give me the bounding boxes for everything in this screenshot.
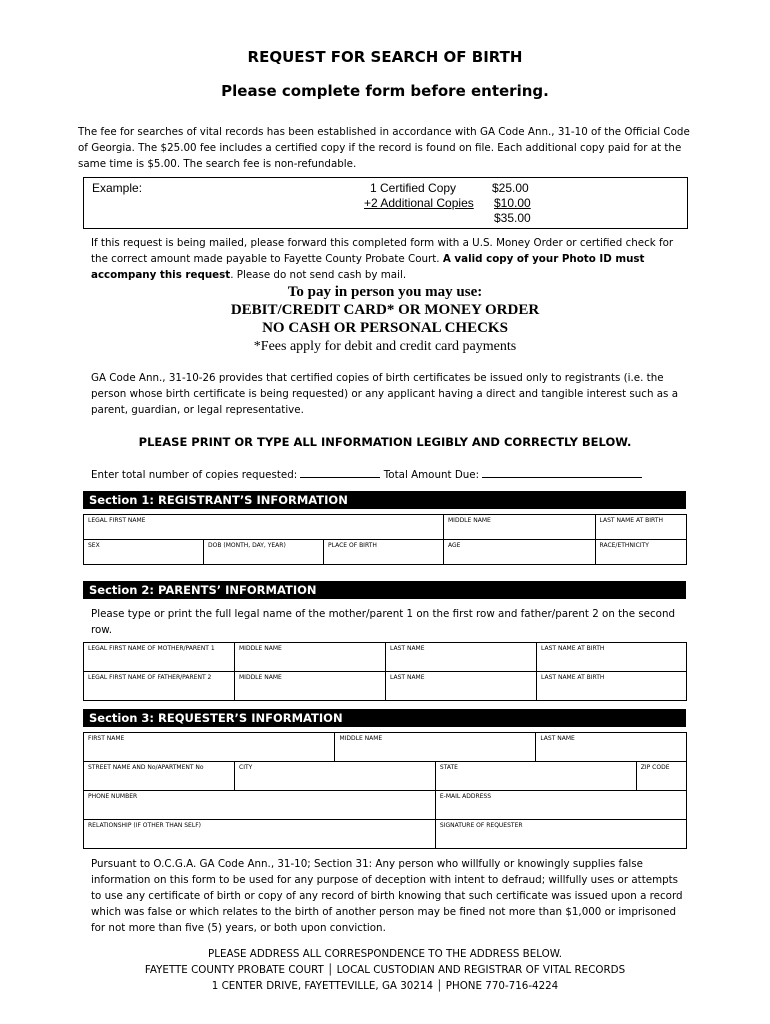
field-label: FIRST NAME [88,735,125,742]
footer-court: FAYETTE COUNTY PROBATE COURT │ LOCAL CUSTODIAN AND REGISTRAR OF VITAL RECORDS [144,964,626,976]
copies-line [91,467,691,483]
footer-address: 1 CENTER DRIVE, FAYETTEVILLE, GA 30214 │ PHONE 770-716-4224 [211,980,559,992]
penalty-paragraph: Pursuant to O.C.G.A. GA Code Ann., 31-10; Section 31: Any person who willfully or knowingly supplies false information on this form to be used for any purpose of deception with intent to defraud; willfully uses or attempts to use any certificate of birth or copy of any record of birth knowing that such certificate was issued upon a record which was false or which relates to the birth of another person may be fined not more than $1,000 or imprisoned for not more than five (5) years, or both upon conviction. [91,858,683,934]
card-fee-notice: *Fees apply for debit and credit card payments [253,339,517,354]
section1-header: Section 1: REGISTRANT’S INFORMATION [83,491,686,509]
example-line1-desc: 1 Certified Copy [370,181,457,195]
father-last-name-field[interactable] [386,672,537,701]
field-label: MIDDLE NAME [339,735,383,742]
code-paragraph: GA Code Ann., 31-10-26 provides that certified copies of birth certificates be issued only to registrants (i.e. the person whose birth certificate is being requested) or any applicant having a direct and tangible interest such as a parent, guardian, or legal representative. [91,372,678,416]
field-label: E-MAIL ADDRESS [439,793,492,800]
field-label: PHONE NUMBER [88,793,138,800]
requester-city-field[interactable] [235,762,436,791]
requester-middle-name-field[interactable] [335,733,536,762]
photo-id-notice: A valid copy of your Photo ID must accompany this request [91,253,645,281]
registrant-middle-name-field[interactable] [444,515,596,540]
requester-signature-field[interactable] [435,820,686,849]
section3-header: Section 3: REQUESTER’S INFORMATION [83,709,686,727]
requester-phone-field[interactable] [84,791,436,820]
registrant-first-name-field[interactable] [84,515,444,540]
field-label: STREET NAME AND No/APARTMENT No [88,764,204,771]
field-label: LEGAL FIRST NAME OF MOTHER/PARENT 1 [88,645,215,652]
total-amount-input[interactable] [482,467,642,478]
form-subtitle: Please complete form before entering. [221,82,549,100]
no-cash-notice: NO CASH OR PERSONAL CHECKS [262,320,508,336]
mail-text-2: . Please do not send cash by mail. [230,269,407,281]
example-total-amount: $35.00 [494,211,531,225]
section2-header: Section 2: PARENTS’ INFORMATION [83,581,686,599]
field-label: PLACE OF BIRTH [328,542,377,549]
example-label: Example: [92,181,143,195]
field-label: RACE/ETHNICITY [599,542,649,549]
mother-last-name-at-birth-field[interactable] [537,643,687,672]
requester-last-name-field[interactable] [536,733,687,762]
mother-last-name-field[interactable] [386,643,537,672]
requester-state-field[interactable] [435,762,636,791]
parents-instructions: Please type or print the full legal name of the mother/parent 1 on the first row and father/parent 2 on the second row. [91,608,676,636]
mail-instructions [91,235,681,283]
field-label: CITY [239,764,253,771]
field-label: SEX [88,542,100,549]
example-line1-amount: $25.00 [492,181,529,195]
field-label: LAST NAME AT BIRTH [541,645,605,652]
fee-example-box [83,177,688,229]
field-label: DOB (MONTH, DAY, YEAR) [208,542,286,549]
total-label: Total Amount Due: [383,469,480,481]
field-label: SIGNATURE OF REQUESTER [439,822,523,829]
field-label: LEGAL FIRST NAME [88,517,146,524]
mail-text-1: If this request is being mailed, please forward this completed form with a U.S. Money Order or certified check for the correct amount made payable to Fayette County Probate Court. [91,237,674,265]
field-label: LAST NAME [540,735,575,742]
requester-first-name-field[interactable] [84,733,335,762]
payment-methods: DEBIT/CREDIT CARD* OR MONEY ORDER [230,302,540,318]
copies-label: Enter total number of copies requested: [91,469,298,481]
field-label: AGE [448,542,461,549]
father-last-name-at-birth-field[interactable] [537,672,687,701]
requester-email-field[interactable] [435,791,686,820]
field-label: LAST NAME AT BIRTH [541,674,605,681]
registrant-last-name-field[interactable] [595,515,686,540]
registrant-sex-field[interactable] [84,540,204,565]
field-label: MIDDLE NAME [239,674,282,681]
form-title: REQUEST FOR SEARCH OF BIRTH [247,48,523,66]
field-label: LAST NAME [390,645,425,652]
pay-in-person-heading: To pay in person you may use: [287,284,483,300]
field-label: MIDDLE NAME [239,645,282,652]
fee-paragraph: The fee for searches of vital records has been established in accordance with GA Code Ann., 31-10 of the Official Code of Georgia. The $25.00 fee includes a certified copy if the record is found on file. Each additional copy paid for at the same time is $5.00. The search fee is non-refundable. [78,126,690,170]
example-line2-desc: +2 Additional Copies [364,196,474,210]
requester-zip-field[interactable] [636,762,686,791]
requester-relationship-field[interactable] [84,820,436,849]
copies-input[interactable] [300,467,380,478]
footer-correspondence: PLEASE ADDRESS ALL CORRESPONDENCE TO THE ADDRESS BELOW. [208,948,562,960]
field-label: STATE [439,764,458,771]
field-label: ZIP CODE [640,764,670,771]
print-notice: PLEASE PRINT OR TYPE ALL INFORMATION LEGIBLY AND CORRECTLY BELOW. [138,435,632,449]
mother-first-name-field[interactable] [84,643,235,672]
example-line2-amount: $10.00 [494,196,531,210]
requester-table [83,732,687,849]
registrant-dob-field[interactable] [204,540,324,565]
father-first-name-field[interactable] [84,672,235,701]
field-label: LAST NAME AT BIRTH [599,517,663,524]
mother-middle-name-field[interactable] [235,643,386,672]
requester-street-field[interactable] [84,762,235,791]
registrant-age-field[interactable] [444,540,596,565]
registrant-race-field[interactable] [595,540,686,565]
parents-table [83,642,687,701]
field-label: MIDDLE NAME [448,517,491,524]
field-label: RELATIONSHIP (IF OTHER THAN SELF) [88,822,201,829]
registrant-place-of-birth-field[interactable] [324,540,444,565]
field-label: LAST NAME [390,674,425,681]
father-middle-name-field[interactable] [235,672,386,701]
field-label: LEGAL FIRST NAME OF FATHER/PARENT 2 [88,674,212,681]
registrant-table [83,514,687,565]
